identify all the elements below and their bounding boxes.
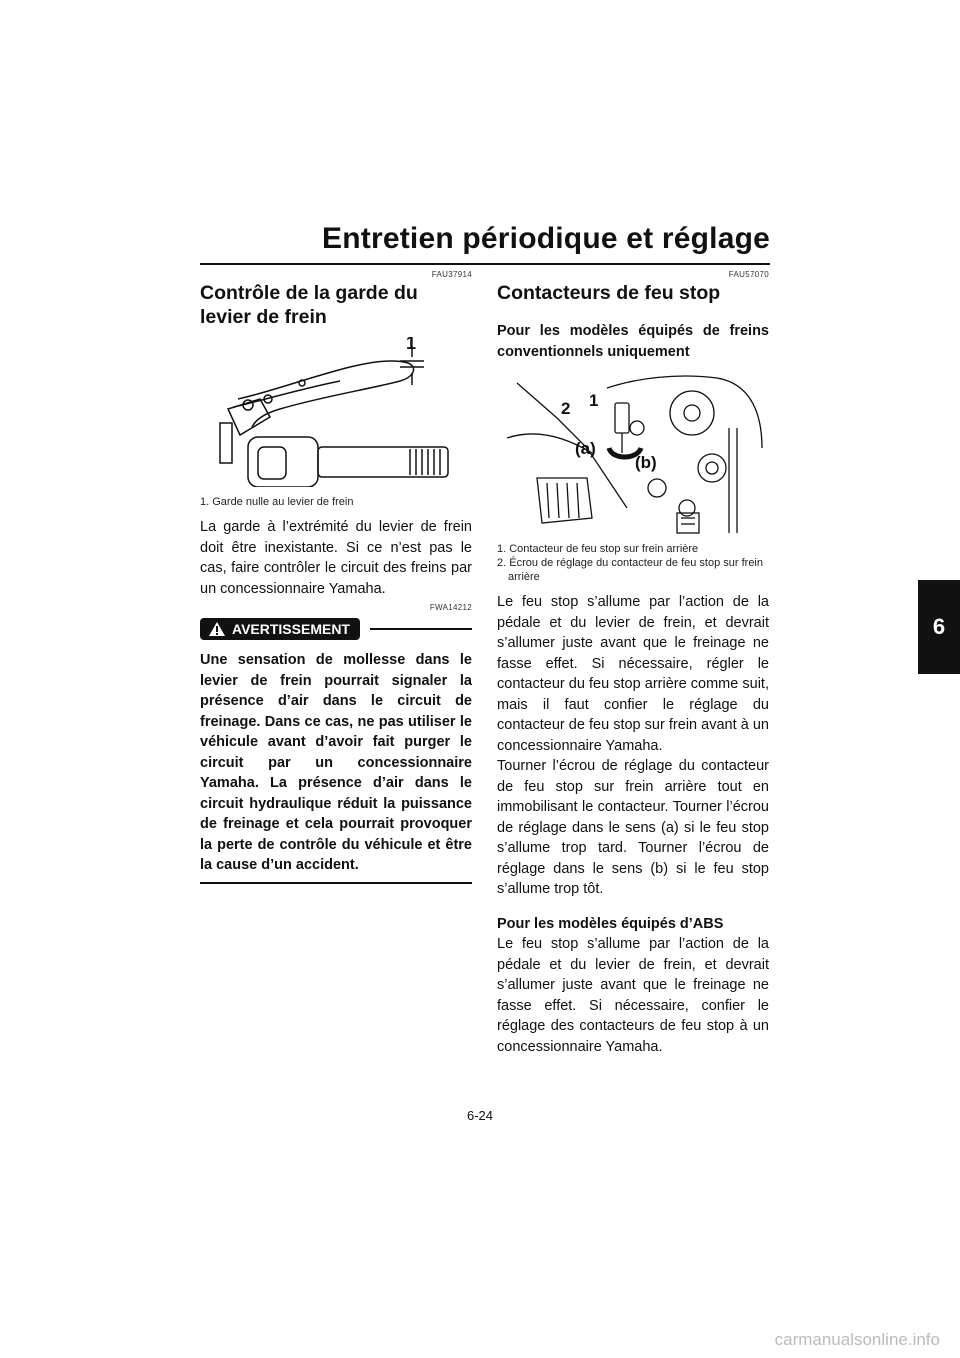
warning-code: FWA14212 [429, 603, 472, 612]
paragraph-adjust-intro: Le feu stop s’allume par l’action de la pédale et du levier de frein, et devrait s’allumer juste avant que le freinage ne fasse effet. Si nécessaire, régler le contacteur du feu stop arrière comme suit, mais il faut confier le réglage du contacteur de feu stop sur frein avant à un concessionnaire Yamaha. [497, 594, 769, 754]
section-code-right: FAU57070 [728, 270, 769, 279]
figure-caption-2: 2. Écrou de réglage du contacteur de feu stop sur frein arrière [497, 557, 763, 583]
warning-rule [370, 628, 472, 630]
figure-caption: 1. Garde nulle au levier de frein [200, 496, 354, 508]
figure-callout-1: 1 [406, 337, 417, 353]
right-column [497, 270, 769, 1057]
page-number: 6-24 [466, 1108, 494, 1123]
warning-text: Une sensation de mollesse dans le levier de frein pourrait signaler la présence d’air dans le circuit de freinage. Dans ce cas, ne pas utiliser le véhicule avant d’avoir fait purger le circuit par un concessionnaire Yamaha. La présence d’air dans le circuit hydraulique réduit la puissance de freinage et cela pourrait provoquer la perte de contrôle du véhicule et être la cause d’un accident. [200, 652, 472, 873]
figure-label-b: (b) [635, 453, 657, 472]
figure-caption-1: 1. Contacteur de feu stop sur frein arrière [497, 543, 699, 555]
section-heading-right: Contacteurs de feu stop [497, 282, 721, 304]
paragraph-adjust-steps: Tourner l’écrou de réglage du contacteur de feu stop sur frein arrière tout en immobilisant le contacteur. Tourner l’écrou de réglage dans le sens (a) si le feu stop s’allume trop tard. Tourner l’écrou de réglage dans le sens (b) si le feu stop s’allume trop tôt. [497, 758, 769, 897]
paragraph-abs: Le feu stop s’allume par l’action de la pédale et du levier de frein, et devrait s’allumer juste avant que le freinage ne fasse effet. Si nécessaire, confier le réglage des contacteurs de feu stop à un concessionnaire Yamaha. [497, 936, 769, 1055]
warning-icon [208, 621, 226, 637]
subheading-abs: Pour les modèles équipés d’ABS [497, 915, 724, 932]
left-column [200, 270, 472, 884]
warning-bottom-rule [200, 882, 472, 884]
warning-badge [200, 618, 360, 640]
figure-label-2: 2 [561, 399, 571, 418]
warning-label: AVERTISSEMENT [232, 621, 350, 637]
section-code: FAU37914 [431, 270, 472, 279]
brake-lever-figure [200, 337, 472, 487]
body-paragraph: La garde à l’extrémité du levier de frein doit être inexistante. Si ce n’est pas le cas, faire contrôler le circuit des freins par un concessionnaire Yamaha. [200, 519, 472, 597]
page-title: Entretien périodique et réglage [322, 222, 770, 255]
title-rule [200, 263, 770, 265]
brake-switch-figure [497, 368, 769, 538]
figure-label-a: (a) [575, 439, 596, 458]
subheading-conventional: Pour les modèles équipés de freins conventionnels uniquement [497, 323, 769, 360]
section-heading: Contrôle de la garde du levier de frein [200, 282, 418, 328]
warning-header [200, 618, 472, 640]
watermark: carmanualsonline.info [774, 1330, 940, 1349]
figure-label-1: 1 [589, 391, 599, 410]
chapter-tab: 6 [918, 580, 960, 674]
